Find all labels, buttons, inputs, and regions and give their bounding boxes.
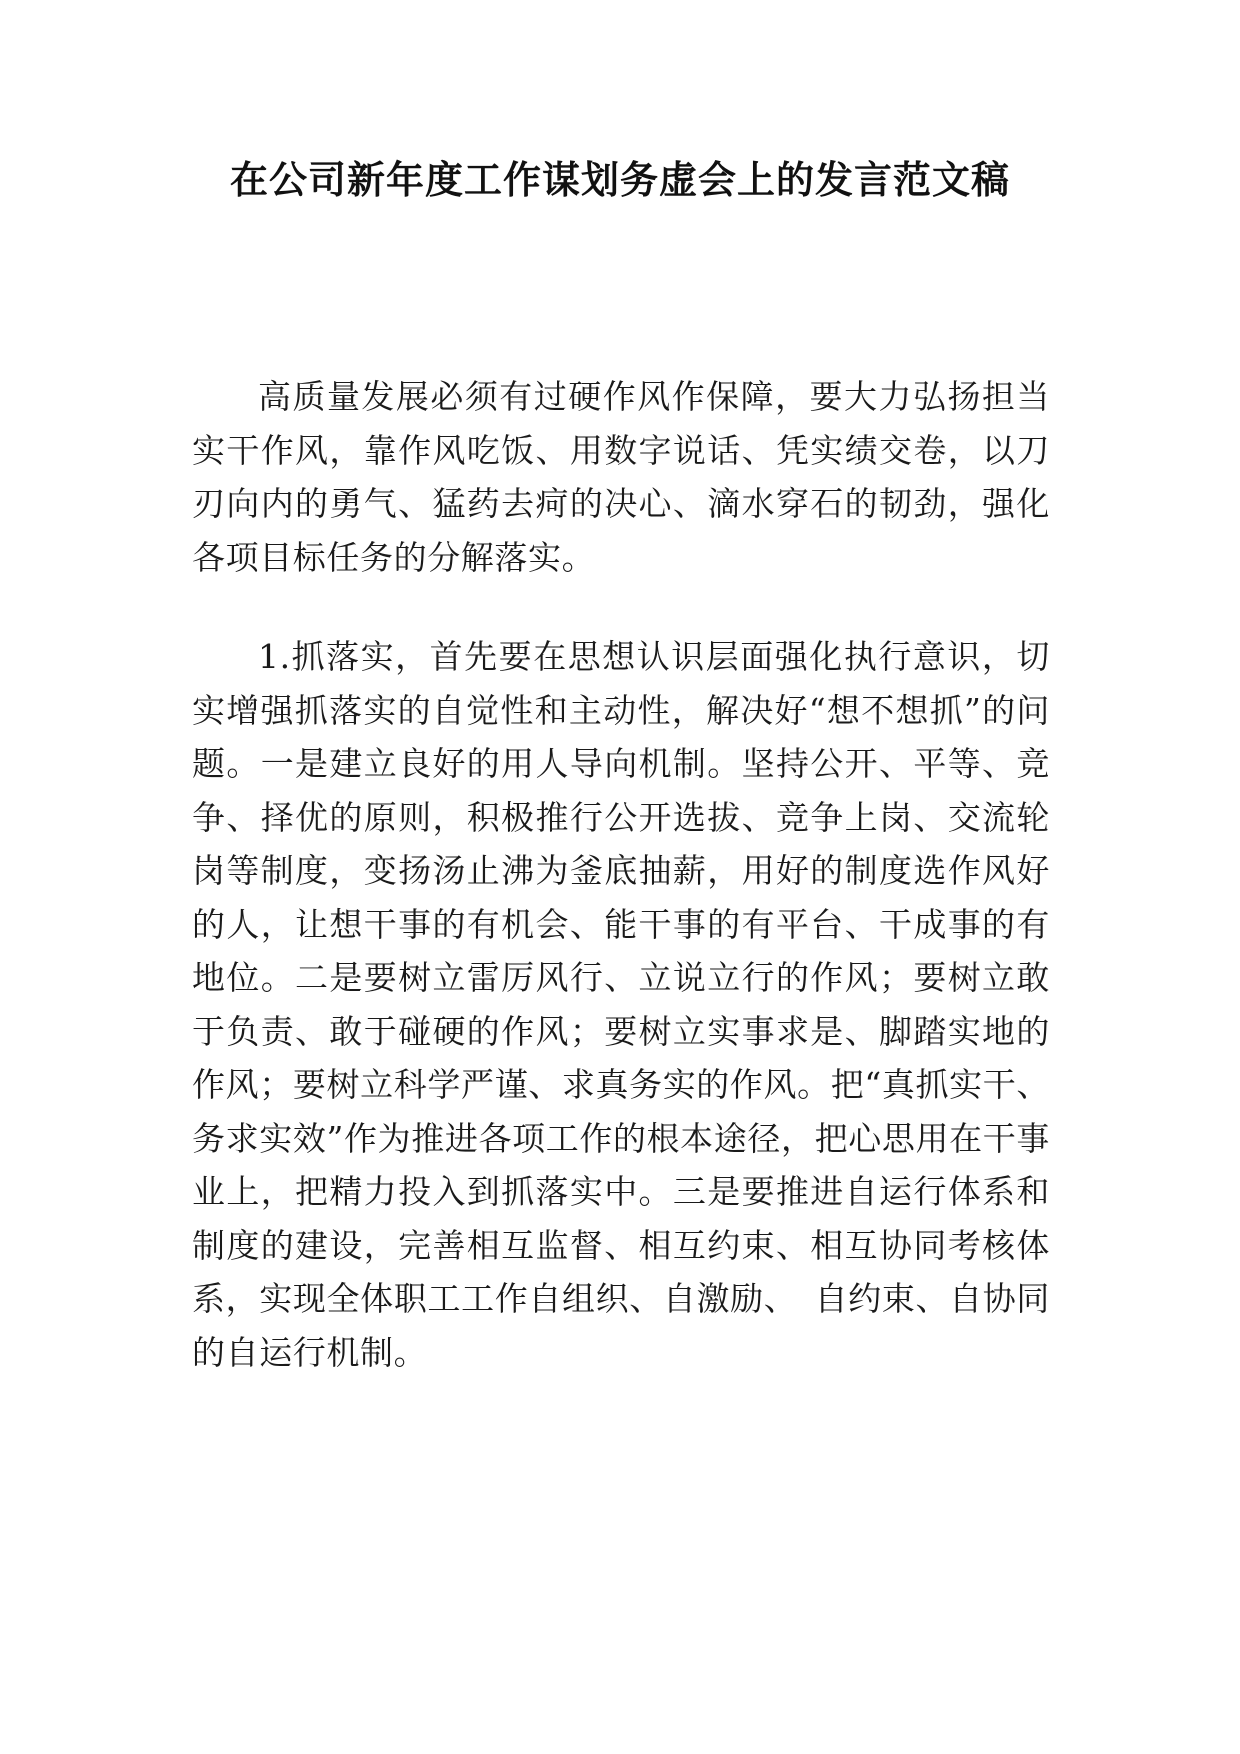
paragraph-point-1: 1.抓落实，首先要在思想认识层面强化执行意识，切实增强抓落实的自觉性和主动性，解决好“想不想抓”的问题。一是建立良好的用人导向机制。坚持公开、平等、竞争、择优的原则，积极推行公开选拔、竞争上岗、交流轮岗等制度，变扬汤止沸为釜底抽薪，用好的制度选作风好的人，让想干事的有机会、能干事的有平台、干成事的有地位。二是要树立雷厉风行、立说立行的作风；要树立敢于负责、敢于碰硬的作风；要树立实事求是、脚踏实地的作风；要树立科学严谨、求真务实的作风。把“真抓实干、务求实效”作为推进各项工作的根本途径，把心思用在干事业上，把精力投入到抓落实中。三是要推进自运行体系和制度的建设，完善相互监督、相互约束、相互协同考核体系，实现全体职工工作自组织、自激励、 自约束、自协同的自运行机制。 — [192, 637, 1050, 1372]
paragraph-intro: 高质量发展必须有过硬作风作保障，要大力弘扬担当实干作风，靠作风吃饭、用数字说话、凭实绩交卷，以刀刃向内的勇气、猛药去疴的决心、滴水穿石的韧劲，强化各项目标任务的分解落实。 — [192, 377, 1050, 577]
document-title: 在公司新年度工作谋划务虚会上的发言范文稿 — [229, 158, 1010, 202]
document-body — [192, 370, 1050, 1379]
